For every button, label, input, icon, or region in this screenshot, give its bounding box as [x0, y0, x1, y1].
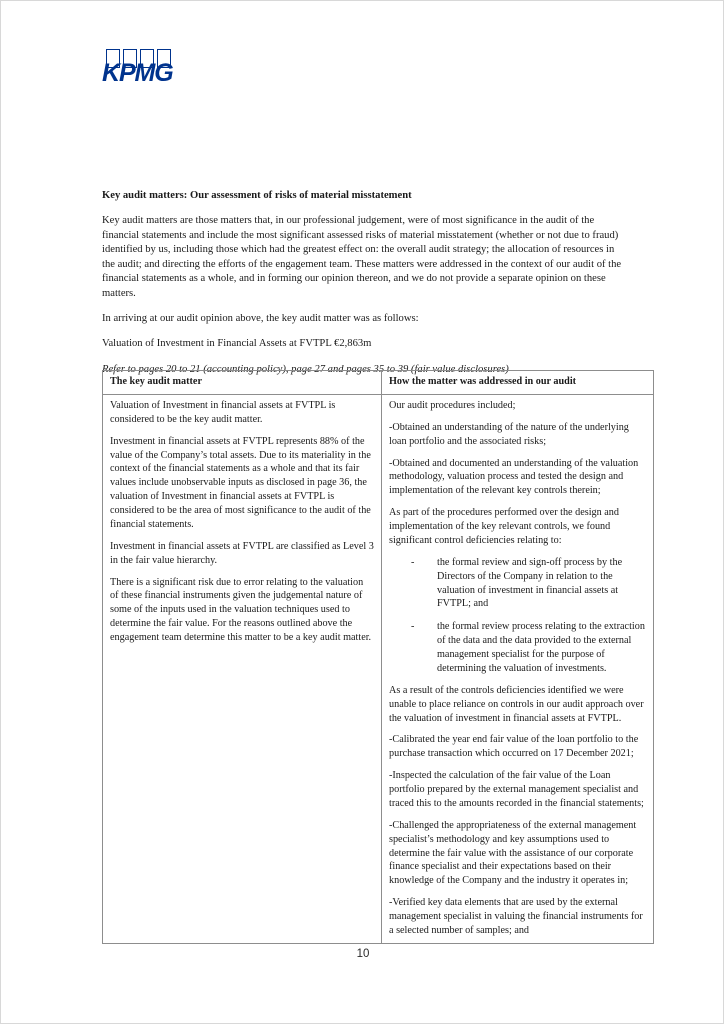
table-header-key-audit-matter: The key audit matter: [103, 371, 382, 395]
dash-bullet-icon: -: [411, 556, 415, 568]
page-number: 10: [356, 948, 370, 960]
right-paragraph-2: -Obtained and documented an understanding of the valuation methodology, valuation process and tested the design and implementation of the relevant key controls therein;: [389, 457, 639, 497]
right-paragraph-3: As part of the procedures performed over the design and implementation of the key relevant controls, we found significant control deficiencies relating to:: [389, 507, 619, 546]
list-item: [389, 556, 646, 612]
section-paragraph-1: Key audit matters are those matters that, in our professional judgement, were of most significance in the audit of the financial statements and include the most significant assessed risks of material misstatement (whether or not due to fraud) identified by us, including those which had the greatest effect on: the overall audit strategy; the allocation of resources in the audit; and directing the efforts of the engagement team. These matters were addressed in the context of our audit of the financial statements as a whole, and in forming our opinion thereon, and we do not provide a separate opinion on these matters.: [102, 215, 622, 299]
left-paragraph-2: Investment in financial assets at FVTPL represents 88% of the value of the Company’s total assets. Due to its materiality in the context of the financial statements as a whole and that its fair values include unobservable inputs as disclosed in page 36, the valuation of Investment in financial assets at FVTPL is considered to be the area of most significance to the audit of the financial statements.: [110, 435, 371, 530]
left-paragraph-1: Valuation of Investment in financial assets at FVTPL is considered to be the key audit matter.: [110, 399, 336, 425]
right-paragraph-4: As a result of the controls deficiencies identified we were unable to place reliance on controls in our audit approach over the valuation of investment in financial assets at FVTPL.: [389, 684, 644, 724]
list-item-text: the formal review and sign-off process by the Directors of the Company in relation to the valuation of investment in financial assets at FVTPL; and: [437, 556, 623, 610]
kpmg-logo: [102, 49, 184, 89]
right-intro: Our audit procedures included;: [389, 399, 516, 411]
table-row: [103, 394, 654, 943]
left-paragraph-4: There is a significant risk due to error relating to the valuation of these financial instruments given the judgemental nature of some of the inputs used in the valuation techniques used to determine the fair value. For the reasons outlined above the engagement team determine this matter to be a key audit matter.: [110, 576, 372, 643]
section-heading: Key audit matters: Our assessment of risks of material misstatement: [102, 190, 412, 201]
right-paragraph-6: -Inspected the calculation of the fair value of the Loan portfolio prepared by the external management specialist and traced this to the amounts recorded in the financial statements;: [389, 770, 644, 809]
section-paragraph-2: In arriving at our audit opinion above, the key audit matter was as follows:: [102, 313, 419, 325]
dash-bullet-icon: -: [411, 621, 415, 633]
table-header-how-addressed: How the matter was addressed in our audit: [382, 371, 654, 395]
right-paragraph-1: -Obtained an understanding of the nature of the underlying loan portfolio and the associated risks;: [389, 421, 629, 447]
key-audit-matter-table: [102, 370, 654, 944]
list-item-text: the formal review process relating to the extraction of the data and the data provided to the external management specialist for the purpose of determining the valuation of investments.: [437, 621, 645, 674]
left-paragraph-3: Investment in financial assets at FVTPL are classified as Level 3 in the fair value hierarchy.: [110, 540, 374, 566]
key-audit-matters-section: [102, 189, 623, 377]
table-cell-how-addressed: [382, 394, 654, 943]
table-cell-key-audit-matter: [103, 394, 382, 943]
control-deficiencies-list: [389, 556, 646, 676]
list-item: [389, 620, 646, 676]
right-paragraph-8: -Verified key data elements that are used by the external management specialist in valuing the financial instruments for a selected number of samples; and: [389, 897, 643, 936]
table-header-row: [103, 371, 654, 395]
right-paragraph-7: -Challenged the appropriateness of the external management specialist’s methodology and key assumptions used to determine the fair value with the assistance of our corporate finance specialist and their expectations based on their knowledge of the Company and the industry it operates in;: [389, 819, 637, 887]
reference-note: Refer to pages 20 to 21 (accounting policy), page 27 and pages 35 to 39 (fair value disclosures): [102, 363, 509, 375]
right-paragraph-5: -Calibrated the year end fair value of the loan portfolio to the purchase transaction which occurred on 17 December 2021;: [389, 734, 639, 760]
kpmg-wordmark: KPMG: [102, 59, 173, 87]
valuation-title: Valuation of Investment in Financial Assets at FVTPL €2,863m: [102, 338, 372, 350]
